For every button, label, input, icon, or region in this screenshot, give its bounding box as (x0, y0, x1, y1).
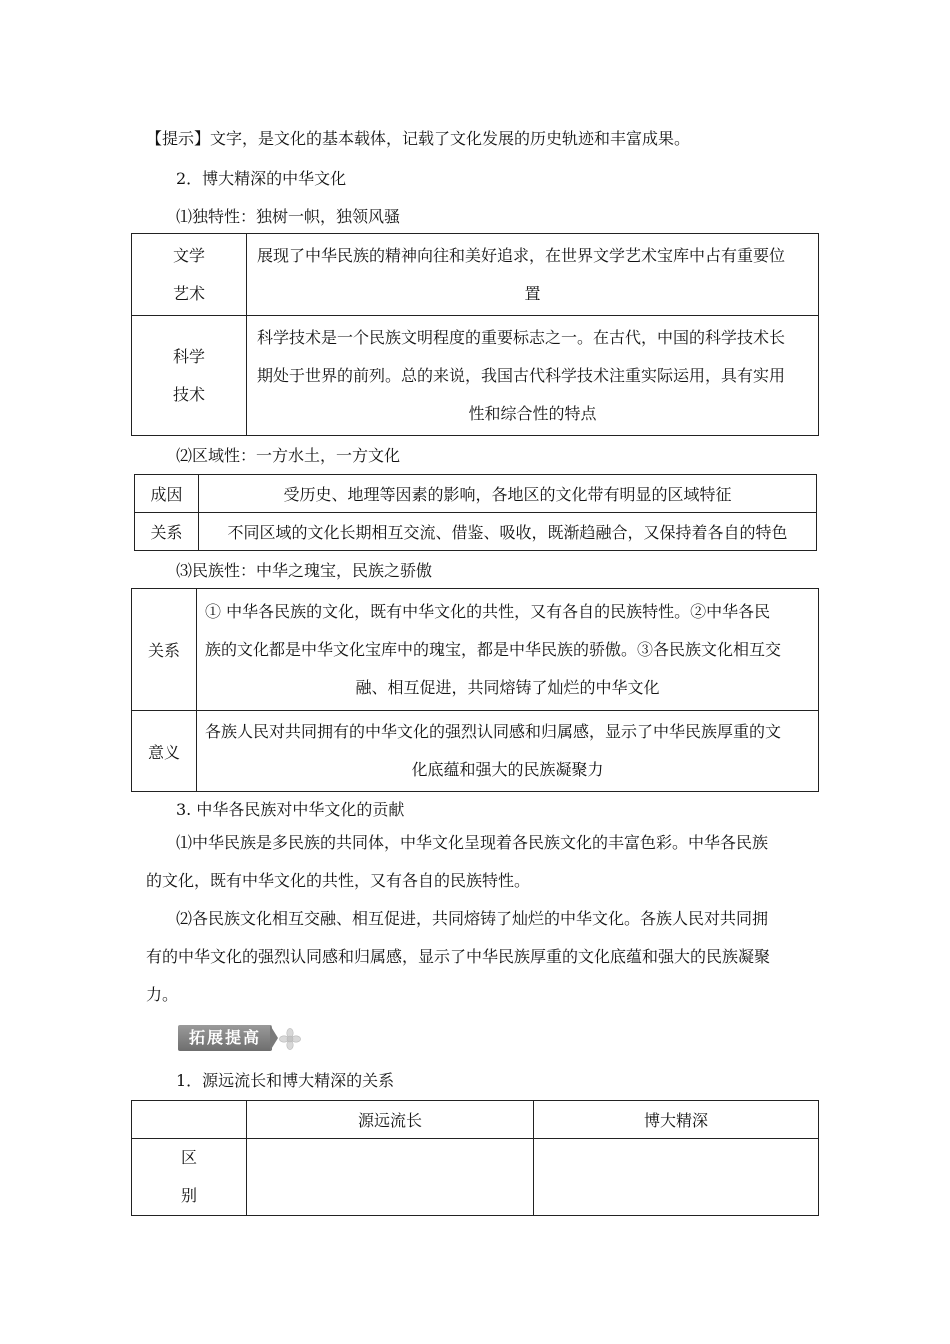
section-2-title: 2．博大精深的中华文化 (176, 169, 347, 188)
table-row (135, 513, 817, 551)
row-label (132, 1139, 247, 1216)
table-row (132, 711, 819, 792)
paragraph-line: ⑵各民族文化相互交融、相互促进，共同熔铸了灿烂的中华文化。各族人民对共同拥 (176, 909, 769, 928)
row-content: 不同区域的文化长期相互交流、借鉴、吸收，既渐趋融合，又保持着各自的特色 (199, 513, 817, 551)
table-row (132, 234, 819, 316)
paragraph-line: 力。 (146, 985, 179, 1004)
extension-1-title: 1．源远流长和博大精深的关系 (176, 1071, 395, 1090)
extension-badge: 拓展提高 (178, 1025, 272, 1051)
content-line: 展现了中华民族的精神向往和美好追求，在世界文学艺术宝库中占有重要位 (257, 245, 786, 265)
content-line: 族的文化都是中华文化宝库中的瑰宝，都是中华民族的骄傲。③各民族文化相互交 (205, 639, 782, 659)
content-line: 化底蕴和强大的民族凝聚力 (411, 760, 604, 779)
row-label: 意义 (132, 711, 197, 792)
content-line: 融、相互促进，共同熔铸了灿烂的中华文化 (355, 677, 660, 697)
row-content (247, 316, 819, 436)
content-line: 性和综合性的特点 (468, 403, 597, 423)
content-line: 各族人民对共同拥有的中华文化的强烈认同感和归属感，显示了中华民族厚重的文 (205, 722, 782, 741)
row-label: 关系 (132, 589, 197, 711)
table-row (132, 589, 819, 711)
paragraph-line: 有的中华文化的强烈认同感和归属感，显示了中华民族厚重的文化底蕴和强大的民族凝聚 (146, 947, 771, 966)
content-line: 期处于世界的前列。总的来说，我国古代科学技术注重实际运用，具有实用 (257, 365, 786, 385)
row-label (132, 234, 247, 316)
hint-text: 【提示】文字，是文化的基本载体，记载了文化发展的历史轨迹和丰富成果。 (146, 129, 691, 148)
content-line: 科学技术是一个民族文明程度的重要标志之一。在古代，中国的科学技术长 (257, 327, 786, 347)
uniqueness-table (131, 233, 819, 436)
flower-icon (279, 1028, 301, 1050)
section-3-paragraph-1 (146, 824, 818, 900)
empty-header-cell (132, 1101, 247, 1139)
point-2-title: ⑵区域性：一方水土，一方文化 (176, 446, 401, 465)
ethnic-table (131, 588, 819, 792)
column-header: 源远流长 (247, 1101, 534, 1139)
point-3-title: ⑶民族性：中华之瑰宝，民族之骄傲 (176, 561, 433, 580)
row-content (247, 234, 819, 316)
row-content (197, 711, 819, 792)
row-label (132, 316, 247, 436)
section-3-paragraph-2 (146, 900, 818, 1014)
content-line: ① 中华各民族的文化，既有中华文化的共性，又有各自的民族特性。②中华各民 (205, 601, 771, 621)
column-header: 博大精深 (534, 1101, 819, 1139)
label-line: 文学 (172, 245, 205, 265)
comparison-table (131, 1100, 819, 1216)
row-label: 成因 (135, 475, 199, 513)
table-row (135, 475, 817, 513)
empty-cell (534, 1139, 819, 1216)
paragraph-line: ⑴中华民族是多民族的共同体，中华文化呈现着各民族文化的丰富色彩。中华各民族 (176, 833, 769, 852)
point-1-title: ⑴独特性：独树一帜，独领风骚 (176, 207, 401, 226)
content-line: 置 (524, 283, 541, 303)
table-row (132, 1139, 819, 1216)
paragraph-line: 的文化，既有中华文化的共性，又有各自的民族特性。 (146, 871, 531, 890)
regional-table (134, 474, 817, 551)
badge-tail (270, 1025, 278, 1051)
label-line: 别 (180, 1186, 197, 1205)
label-line: 技术 (172, 384, 205, 404)
label-line: 艺术 (172, 283, 205, 303)
section-3-title: 3. 中华各民族对中华文化的贡献 (176, 800, 405, 819)
row-label: 关系 (135, 513, 199, 551)
table-row (132, 316, 819, 436)
row-content: 受历史、地理等因素的影响，各地区的文化带有明显的区域特征 (199, 475, 817, 513)
empty-cell (247, 1139, 534, 1216)
table-header-row (132, 1101, 819, 1139)
label-line: 区 (180, 1148, 197, 1167)
label-line: 科学 (172, 346, 205, 366)
row-content (197, 589, 819, 711)
